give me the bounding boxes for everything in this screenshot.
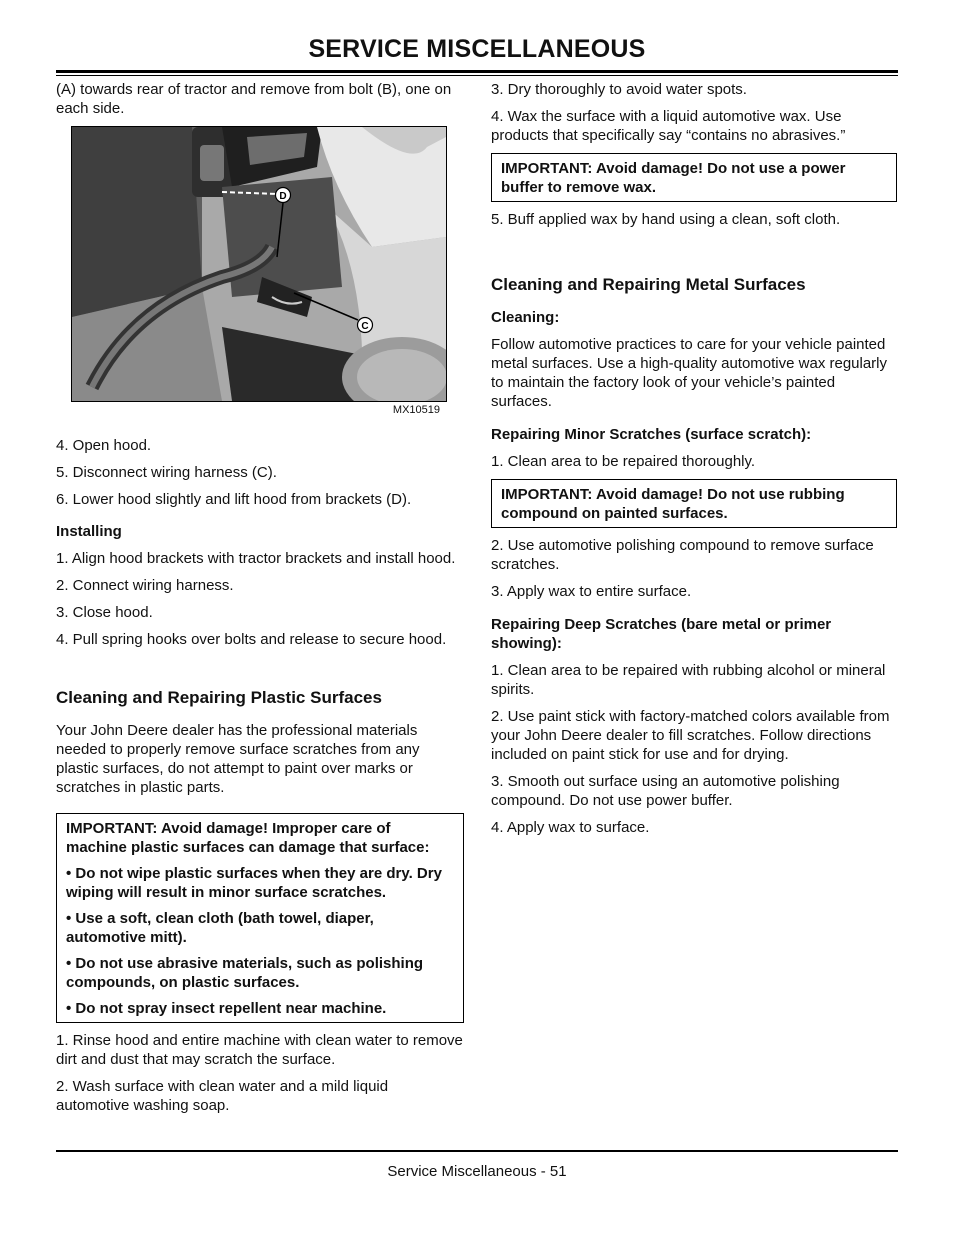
page-footer: Service Miscellaneous - 51 [387,1163,567,1180]
install-step-2: 2. Connect wiring harness. [56,577,234,594]
hood-photo-drawing [72,127,446,401]
important-plastic-bullet: • Use a soft, clean cloth (bath towel, diaper, automotive mitt). [66,910,374,946]
page-title: SERVICE MISCELLANEOUS [308,35,646,63]
plastic-surfaces-paragraph: Your John Deere dealer has the professional materials needed to properly remove surface scratches from any plastic surfaces, do not attempt to paint over marks or scratches in plastic parts. [56,722,420,796]
hood-figure [56,126,446,430]
cleaning-heading: Cleaning: [491,309,560,326]
deep-step-4: 4. Apply wax to surface. [491,819,650,836]
important-plastic-bullet: • Do not spray insect repellent near machine. [66,1000,387,1017]
metal-surfaces-heading: Cleaning and Repairing Metal Surfaces [491,275,806,294]
important-plastic-bullet: • Do not use abrasive materials, such as polishing compounds, on plastic surfaces. [66,955,424,991]
header-rule-thick [56,70,898,73]
header-rule-thin [56,75,898,76]
minor-step-3: 3. Apply wax to entire surface. [491,583,692,600]
important-plastic-box [56,813,464,1023]
left-column [56,80,464,1123]
step-wax: 4. Wax the surface with a liquid automotive wax. Use products that specifically say “contains no abrasives.” [491,108,846,144]
figure-code: MX10519 [392,404,440,416]
hood-photo [71,126,447,402]
install-step-4: 4. Pull spring hooks over bolts and release to secure hood. [56,631,447,648]
deep-step-1: 1. Clean area to be repaired with rubbing alcohol or mineral spirits. [491,662,886,698]
plastic-step-1: 1. Rinse hood and entire machine with clean water to remove dirt and dust that may scratch the surface. [56,1032,463,1068]
callout-c-label: C [361,321,369,332]
plastic-step-2: 2. Wash surface with clean water and a mild liquid automotive washing soap. [56,1078,389,1114]
step-dry: 3. Dry thoroughly to avoid water spots. [491,81,747,98]
step-lower-hood: 6. Lower hood slightly and lift hood from brackets (D). [56,491,412,508]
intro-text: (A) towards rear of tractor and remove from bolt (B), one on each side. [56,81,452,117]
install-step-1: 1. Align hood brackets with tractor brackets and install hood. [56,550,456,567]
deep-scratches-heading: Repairing Deep Scratches (bare metal or primer showing): [491,616,832,652]
install-step-3: 3. Close hood. [56,604,153,621]
cleaning-paragraph: Follow automotive practices to care for your vehicle painted metal surfaces. Use a high-quality automotive wax regularly to maintain the factory look of your vehicle’s painted surfaces. [491,336,888,410]
deep-step-2: 2. Use paint stick with factory-matched colors available from your John Deere dealer to fill scratches. Follow directions included on paint stick for use and for drying. [491,708,890,763]
right-column [491,80,897,845]
important-plastic-bullet: • Do not wipe plastic surfaces when they are dry. Dry wiping will result in minor surface scratches. [66,865,442,901]
step-open-hood: 4. Open hood. [56,437,152,454]
minor-step-2: 2. Use automotive polishing compound to remove surface scratches. [491,537,874,573]
step-buff: 5. Buff applied wax by hand using a clean, soft cloth. [491,211,841,228]
callout-d-label: D [279,191,287,202]
installing-heading: Installing [56,523,122,540]
footer-rule [56,1150,898,1152]
plastic-surfaces-heading: Cleaning and Repairing Plastic Surfaces [56,688,382,707]
minor-step-1: 1. Clean area to be repaired thoroughly. [491,453,756,470]
minor-scratches-heading: Repairing Minor Scratches (surface scratch): [491,426,812,443]
important-wax-box: IMPORTANT: Avoid damage! Do not use a power buffer to remove wax. [491,153,897,202]
deep-step-3: 3. Smooth out surface using an automotive polishing compound. Do not use power buffer. [491,773,840,809]
step-disconnect-harness: 5. Disconnect wiring harness (C). [56,464,277,481]
important-plastic-intro: IMPORTANT: Avoid damage! Improper care of machine plastic surfaces can damage that surface: [66,820,430,856]
important-rubbing-box: IMPORTANT: Avoid damage! Do not use rubbing compound on painted surfaces. [491,479,897,528]
